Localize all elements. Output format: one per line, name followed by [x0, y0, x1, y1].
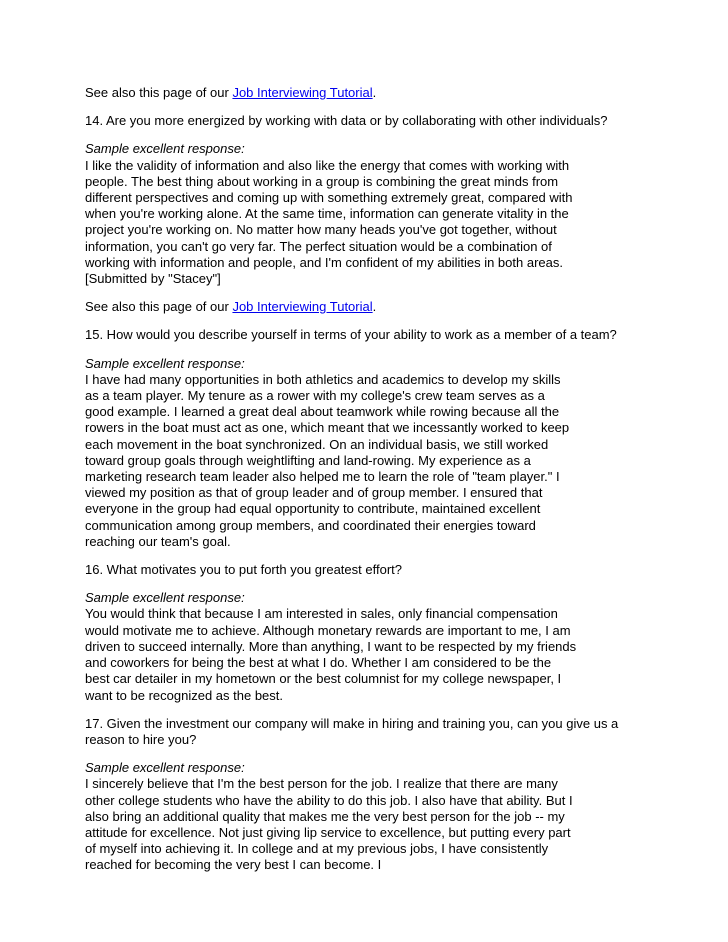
job-interviewing-tutorial-link-1[interactable]: Job Interviewing Tutorial: [232, 85, 373, 100]
question-16: 16. What motivates you to put forth you greatest effort?: [85, 562, 402, 578]
question-15: 15. How would you describe yourself in terms of your ability to work as a member of a team?: [85, 327, 617, 343]
sample-response-label-17: Sample excellent response:: [85, 760, 245, 776]
see-also-prefix: See also this page of our: [85, 85, 233, 100]
response-15: [85, 356, 577, 550]
job-interviewing-tutorial-link-2[interactable]: Job Interviewing Tutorial: [232, 299, 373, 315]
sample-response-label-15: Sample excellent response:: [85, 355, 245, 371]
response-body-15: I have had many opportunities in both athletics and academics to develop my skills as a team player. My tenure as a rower with my college's crew team serves as a good example. I learned a great deal about teamwork while rowing because all the rowers in the boat must act as one, which meant that we incessantly worked to keep each movement in the boat synchronized. On an individual basis, we still worked toward group goals through weightlifting and land-rowing. My experience as a marketing research team leader also helped me to learn the role of "team player." I viewed my position as that of group leader and of group member. I ensured that everyone in the group had equal opportunity to contribute, maintained excellent communication among group members, and coordinated their energies toward reaching our team's goal.: [85, 371, 570, 549]
sample-response-label-14: Sample excellent response:: [85, 141, 245, 157]
submitted-by-line: [Submitted by "Stacey"]: [85, 271, 221, 287]
see-also-suffix: .: [372, 85, 377, 100]
response-body-17: I sincerely believe that I'm the best person for the job. I realize that there are many other college students who have the ability to do this job. I also have that ability. But I also bring an additional quality that makes me the very best person for the job -- my attitude for excellence. Not just giving lip service to excellence, but putting every part of myself into achieving it. In college and at my previous jobs, I have consistently reached for becoming the very best I can become. I: [85, 776, 573, 873]
see-also-line-2: [85, 299, 710, 315]
response-17: [85, 760, 577, 873]
see-also-line-1: [85, 85, 710, 101]
question-17: 17. Given the investment our company will make in hiring and training you, can you give us a reason to hire you?: [85, 715, 619, 747]
response-14: [85, 141, 577, 287]
see-also-prefix: See also this page of our: [85, 299, 233, 315]
sample-response-label-16: Sample excellent response:: [85, 590, 245, 606]
see-also-suffix: .: [372, 299, 377, 315]
response-body-14: I like the validity of information and also like the energy that comes with working with people. The best thing about working in a group is combining the great minds from different perspectives and coming up with something extremely great, compared with when you're working alone. At the same time, information can generate vitality in the project you're working on. No matter how many heads you've got together, without information, you can't go very far. The perfect situation would be a combination of working with information and people, and I'm confident of my abilities in both areas.: [85, 157, 573, 270]
response-body-16: You would think that because I am interested in sales, only financial compensation would motivate me to achieve. Although monetary rewards are important to me, I am driven to succeed internally. More than anything, I want to be respected by my friends and coworkers for being the best at what I do. Whether I am considered to be the best car detailer in my hometown or the best columnist for my college newspaper, I want to be recognized as the best.: [85, 606, 577, 703]
question-14: 14. Are you more energized by working with data or by collaborating with other individuals?: [85, 113, 608, 129]
response-16: [85, 590, 577, 703]
